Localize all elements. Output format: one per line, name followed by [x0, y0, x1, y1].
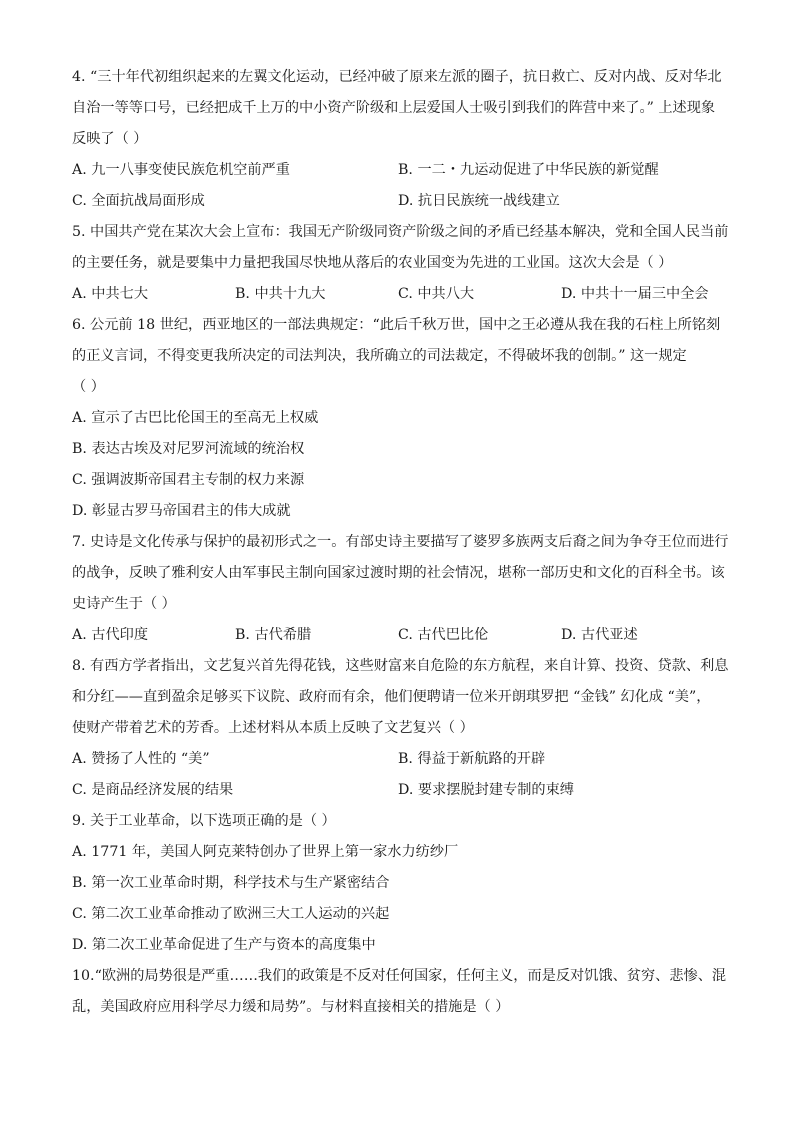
- option-a: A. 赞扬了人性的 “美”: [72, 751, 210, 767]
- question-6: [72, 310, 732, 527]
- question-stem-line: 9. 关于工业革命，以下选项正确的是（ ）: [72, 813, 336, 829]
- question-8: [72, 651, 732, 806]
- question-stem-line: 的战争，反映了雅利安人由军事民主制向国家过渡时期的社会情况，堪称一部历史和文化的百科全书。该: [72, 565, 725, 581]
- question-stem-line: 10.“欧洲的局势很是严重……我们的政策是不反对任何国家，任何主义，而是反对饥饿、贫穷、悲惨、混: [72, 968, 727, 984]
- option-b: B. 第一次工业革命时期，科学技术与生产紧密结合: [72, 875, 390, 891]
- question-9: [72, 806, 732, 961]
- option-a: A. 宣示了古巴比伦国王的至高无上权威: [72, 410, 319, 426]
- question-stem-line: 8. 有西方学者指出，文艺复兴首先得花钱，这些财富来自危险的东方航程，来自计算、投资、贷款、利息: [72, 658, 729, 674]
- option-b: B. 得益于新航路的开辟: [398, 751, 546, 767]
- question-stem-line: 7. 史诗是文化传承与保护的最初形式之一。有部史诗主要描写了婆罗多族两支后裔之间为争夺王位而进行: [72, 534, 729, 550]
- option-a: A. 1771 年，美国人阿克莱特创办了世界上第一家水力纺纱厂: [72, 844, 459, 860]
- options-row: [72, 775, 732, 806]
- option-c: C. 第二次工业革命推动了欧洲三大工人运动的兴起: [72, 906, 390, 922]
- option-c: C. 全面抗战局面形成: [72, 193, 205, 209]
- option-b: B. 古代希腊: [235, 627, 312, 643]
- option-b: B. 中共十九大: [235, 286, 326, 302]
- question-stem-line: 5. 中国共产党在某次大会上宣布：我国无产阶级同资产阶级之间的矛盾已经基本解决，党和全国人民当前: [72, 224, 729, 240]
- option-d: D. 要求摆脱封建专制的束缚: [398, 782, 574, 798]
- option-c: C. 古代巴比伦: [398, 627, 489, 643]
- options-row: [72, 155, 732, 186]
- question-stem-line: 4. “三十年代初组织起来的左翼文化运动，已经冲破了原来左派的圈子，抗日救亡、反对内战、反对华北: [72, 69, 722, 85]
- question-stem-line: 乱，美国政府应用科学尽力缓和局势”。与材料直接相关的措施是（ ）: [72, 999, 510, 1015]
- question-stem-line: （ ）: [72, 379, 105, 395]
- exam-page: [72, 62, 732, 1023]
- option-d: D. 古代亚述: [561, 627, 638, 643]
- question-stem-line: 反映了（ ）: [72, 131, 148, 147]
- option-d: D. 中共十一届三中全会: [561, 286, 709, 302]
- option-d: D. 抗日民族统一战线建立: [398, 193, 560, 209]
- option-a: A. 中共七大: [72, 286, 149, 302]
- option-b: B. 一二・九运动促进了中华民族的新觉醒: [398, 162, 659, 178]
- question-stem-line: 史诗产生于（ ）: [72, 596, 176, 612]
- option-d: D. 彰显古罗马帝国君主的伟大成就: [72, 503, 291, 519]
- option-a: A. 九一八事变使民族危机空前严重: [72, 162, 290, 178]
- option-c: C. 中共八大: [398, 286, 475, 302]
- question-10: [72, 961, 732, 1023]
- question-5: [72, 217, 732, 310]
- question-stem-line: 使财产带着艺术的芳香。上述材料从本质上反映了文艺复兴（ ）: [72, 720, 474, 736]
- options-row: [72, 744, 732, 775]
- option-c: C. 是商品经济发展的结果: [72, 782, 234, 798]
- question-7: [72, 527, 732, 651]
- option-d: D. 第二次工业革命促进了生产与资本的高度集中: [72, 937, 376, 953]
- options-row: [72, 279, 732, 310]
- option-c: C. 强调波斯帝国君主专制的权力来源: [72, 472, 305, 488]
- option-b: B. 表达古埃及对尼罗河流域的统治权: [72, 441, 305, 457]
- option-a: A. 古代印度: [72, 627, 149, 643]
- options-row: [72, 620, 732, 651]
- question-stem-line: 6. 公元前 18 世纪，西亚地区的一部法典规定：“此后千秋万世，国中之王必遵从我在我的石柱上所铭刻: [72, 317, 721, 333]
- question-stem-line: 自治一等等口号，已经把成千上万的中小资产阶级和上层爱国人士吸引到我们的阵营中来了。” 上述现象: [72, 100, 716, 116]
- question-stem-line: 的正义言词，不得变更我所决定的司法判决，我所确立的司法裁定，不得破坏我的创制。” 这一规定: [72, 348, 687, 364]
- options-row: [72, 186, 732, 217]
- question-stem-line: 的主要任务，就是要集中力量把我国尽快地从落后的农业国变为先进的工业国。这次大会是（ ）: [72, 255, 673, 271]
- question-4: [72, 62, 732, 217]
- question-stem-line: 和分红——直到盈余足够买下议院、政府而有余，他们便聘请一位米开朗琪罗把 “金钱” 幻化成 “美”，: [72, 689, 711, 705]
